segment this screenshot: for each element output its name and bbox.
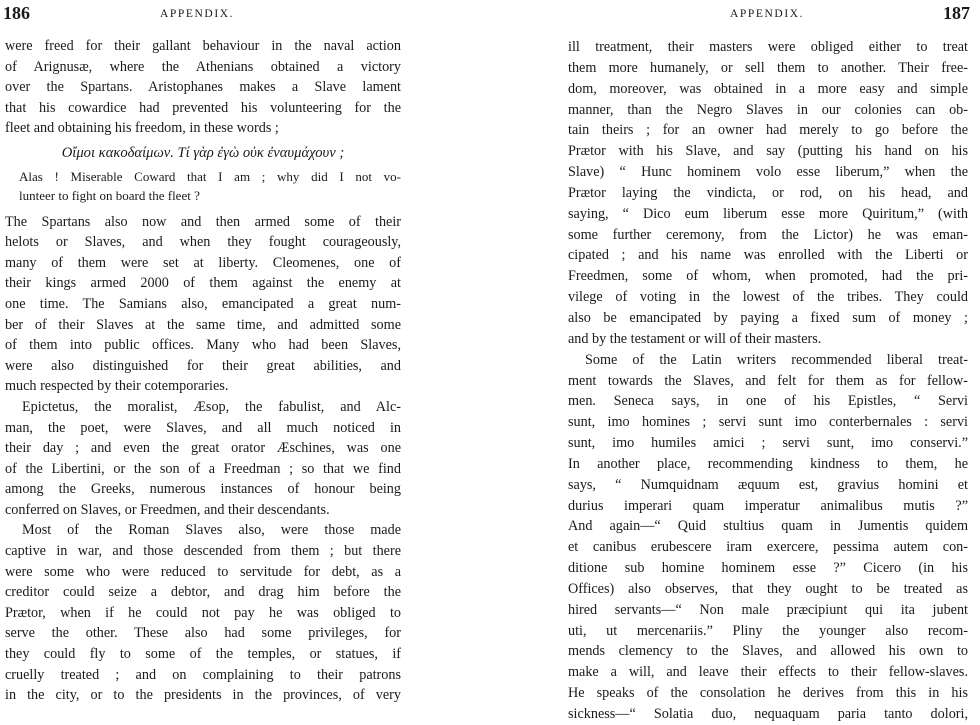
text-line: serve the other. These also had some privileges, for: [5, 625, 401, 642]
right-page-text: [568, 37, 968, 725]
text-line: dom, moreover, was obtained in a more easy and simple: [568, 80, 968, 97]
running-head-left: APPENDIX.: [160, 8, 235, 20]
text-line: sunt, imo humiles amici ; servi sunt, imo conservi.”: [568, 435, 968, 452]
text-line: tain theirs ; for an owner had merely to go before the: [568, 122, 968, 139]
text-line: Offices) also observes, that they ought to be treated as: [568, 580, 968, 597]
translation-line: lunteer to fight on board the fleet ?: [19, 187, 200, 203]
text-line: were some who were reduced to servitude for debt, as a: [5, 563, 401, 580]
text-line: fleet and obtaining his freedom, in these words ;: [5, 120, 279, 137]
text-line: In another place, recommending kindness to them, he: [568, 455, 968, 472]
text-line: Epictetus, the moralist, Æsop, the fabulist, and Alc-: [22, 398, 401, 415]
text-line: much respected by their cotemporaries.: [5, 378, 229, 395]
text-line: Prætor, when if he could not pay he was obliged to: [5, 604, 401, 621]
text-line: among the Greeks, numerous instances of honour being: [5, 481, 401, 498]
text-line: mends clemency to the Slaves, and allowed his own to: [568, 643, 968, 660]
text-line: man, the poet, were Slaves, and all much noticed in: [5, 419, 401, 436]
text-line: make a will, and leave their effects to their fellow-slaves.: [568, 664, 968, 681]
text-line: And again—“ Quid stultius quam in Jumentis quidem: [568, 518, 968, 535]
text-line: cipated ; and his name was enrolled with the Liberti or: [568, 247, 968, 264]
text-line: their day ; and even the great orator Æschines, was one: [5, 440, 401, 457]
text-line: creditor could seize a debtor, and drag him before the: [5, 584, 401, 601]
text-line: He speaks of the consolation he derives from this in his: [568, 685, 968, 702]
text-line: manner, than the Negro Slaves in our colonies can ob-: [568, 101, 968, 118]
page-number-right: 187: [943, 3, 970, 23]
text-line: that his cowardice had prevented his volunteering for the: [5, 99, 401, 116]
left-page: [0, 0, 412, 704]
text-line: sickness—“ Solatia duo, nequaquam paria tanto dolori,: [568, 706, 968, 722]
running-head-right: APPENDIX.: [730, 8, 805, 20]
text-line: Prætor laying the vindicta, or rod, on his head, and: [568, 184, 968, 201]
text-line: and by the testament or will of their masters.: [568, 330, 822, 347]
text-line: them more humanely, or sell them to another. Their free-: [568, 59, 968, 76]
text-line: also be emancipated by paying a fixed sum of money ;: [568, 309, 968, 326]
text-line: ditione sub homine hominem esse ?” Cicero (in his: [568, 560, 968, 577]
text-line: their kings armed 2000 of them against the enemy at: [5, 275, 401, 292]
text-line: some further ceremony, from the Lictor) he was eman-: [568, 226, 968, 243]
text-line: uti, ut mercenariis.” Pliny the younger also recom-: [568, 622, 968, 639]
text-line: says, “ Numquidnam æquum est, gravius homini et: [568, 476, 968, 493]
text-line: ment towards the Slaves, and felt for them as for fellow-: [568, 372, 968, 389]
text-line: many of them were set at liberty. Cleomenes, one of: [5, 254, 401, 271]
left-page-text: [5, 36, 401, 706]
text-line: Some of the Latin writers recommended liberal treat-: [585, 351, 968, 368]
text-line: were freed for their gallant behaviour in the naval action: [5, 38, 401, 54]
text-line: Slave) “ Hunc hominem volo esse liberum,” when the: [568, 164, 968, 181]
text-line: ber of their Slaves at the same time, and admitted some: [5, 316, 401, 333]
text-line: in the city, or to the presidents in the provinces, of very: [5, 687, 401, 704]
text-line: Freedmen, some of whom, when promoted, had the pri-: [568, 268, 968, 285]
text-line: over the Spartans. Aristophanes makes a Slave lament: [5, 79, 401, 96]
text-line: sunt, imo homines ; servi sunt imo conterbernales : servi: [568, 414, 968, 431]
greek-quotation: Οἴμοι κακοδαίμων. Τί γὰρ ἐγὼ οὐκ ἐναυμάχουν ;: [61, 144, 345, 161]
translation-line: Alas ! Miserable Coward that I am ; why did I not vo-: [19, 168, 401, 184]
text-line: durius imperari quam imperatur animalibus mutis ?”: [568, 497, 968, 514]
text-line: men. Seneca says, in one of his Epistles, “ Servi: [568, 393, 968, 410]
text-line: ill treatment, their masters were obliged either to treat: [568, 39, 968, 55]
text-line: one time. The Samians also, emancipated a great num-: [5, 295, 401, 312]
text-line: were also distinguished for their great abilities, and: [5, 357, 401, 374]
text-line: helots or Slaves, and when they fought courageously,: [5, 234, 401, 251]
page-number-left: 186: [3, 3, 30, 23]
text-line: of them into public offices. Many who had been Slaves,: [5, 337, 401, 354]
text-line: they could fly to some of the temples, or statues, if: [5, 646, 401, 663]
text-line: The Spartans also now and then armed some of their: [5, 213, 401, 230]
text-line: of Arignusæ, where the Athenians obtained a victory: [5, 58, 401, 75]
right-page: [556, 0, 980, 722]
text-line: of the Libertini, or the son of a Freedman ; so that we find: [5, 460, 401, 477]
text-line: captive in war, and those descended from them ; but there: [5, 543, 401, 560]
text-line: conferred on Slaves, or Freedmen, and their descendants.: [5, 501, 330, 518]
text-line: saying, “ Dico eum liberum esse more Quiritum,” (with: [568, 205, 968, 222]
text-line: hired servants—“ Non male præcipiunt qui ita jubent: [568, 601, 968, 618]
text-line: et canibus erubescere iram exercere, pessima autem con-: [568, 539, 968, 556]
text-line: vilege of voting in the lowest of the tribes. They could: [568, 289, 968, 306]
text-line: Most of the Roman Slaves also, were those made: [22, 522, 401, 539]
text-line: Prætor with his Slave, and say (putting his hand on his: [568, 143, 968, 160]
text-line: cruelly treated ; and on complaining to their patrons: [5, 666, 401, 683]
